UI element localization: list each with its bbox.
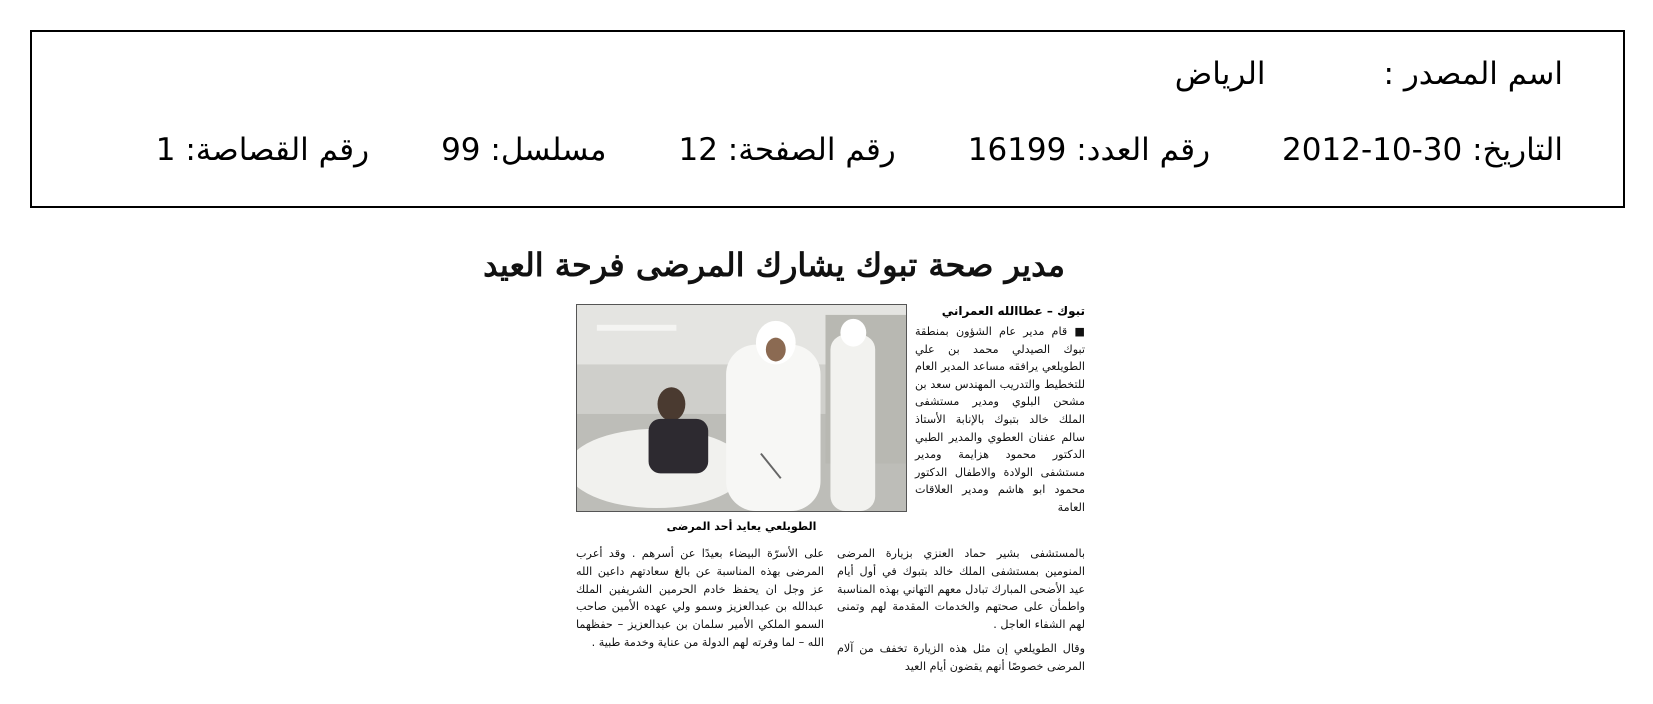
newspaper-clipping: [483, 238, 1085, 704]
date-field: التاريخ: 30-10-2012: [1282, 132, 1563, 168]
page-number-field: رقم الصفحة: 12: [678, 132, 896, 168]
article-paragraph-1: بالمستشفى بشير حماد العنزي بزيارة المرضى المنومين بمستشفى الملك خالد بتبوك في أول أيام عيد الأضحى المبارك تبادل معهم التهاني بهذه المناسبة واطمأن على صحتهم والخدمات المقدمة لهم وتمنى لهم الشفاء العاجل .: [837, 547, 1085, 632]
article-column-left: [576, 545, 824, 652]
article-headline: مدير صحة تبوك يشارك المرضى فرحة العيد: [483, 246, 1065, 284]
source-value: الرياض: [1174, 56, 1266, 92]
article-photo: [576, 304, 907, 512]
serial-field: مسلسل: 99: [441, 132, 607, 168]
clipping-metadata-box: [30, 30, 1625, 208]
hospital-visit-photo: [577, 305, 906, 511]
article-intro-text: ■ قام مدير عام الشؤون بمنطقة تبوك الصيدلي محمد بن علي الطويلعي يرافقه مساعد المدير العام للتخطيط والتدريب المهندس سعد بن مشحن البلوي ومدير مستشفى الملك خالد بتبوك بالإنابة الأستاذ سالم عفنان العطوي والمدير الطبي الدكتور محمود هزايمة ومدير مستشفى الولادة والاطفال الدكتور محمود ابو هاشم ومدير العلاقات العامة: [915, 325, 1085, 514]
source-row: [72, 54, 1563, 94]
clip-number-field: رقم القصاصة: 1: [155, 132, 370, 168]
article-paragraph-2: وقال الطويلعي إن مثل هذه الزيارة تخفف من آلام المرضى خصوصًا أنهم يقضون أيام العيد: [837, 641, 1085, 673]
details-row: [72, 130, 1563, 170]
article-column-right: [837, 545, 1085, 676]
article-intro-column: [915, 323, 1085, 517]
article-byline: تبوك – عطاالله العمراني: [941, 304, 1085, 318]
photo-caption: الطويلعي يعايد أحد المرضى: [666, 520, 817, 533]
source-label: اسم المصدر :: [1383, 56, 1563, 92]
issue-number-field: رقم العدد: 16199: [967, 132, 1211, 168]
article-paragraph-3: على الأسرّة البيضاء بعيدًا عن أسرهم . وقد أعرب المرضى بهذه المناسبة عن بالغ سعادتهم داعين الله عز وجل ان يحفظ خادم الحرمين الشريفين الملك عبدالله بن عبدالعزيز وسمو ولي عهده الأمين صاحب السمو الملكي الأمير سلمان بن عبدالعزيز – حفظهما الله – لما وفرته لهم الدولة من عناية وخدمة طبية .: [576, 547, 824, 649]
